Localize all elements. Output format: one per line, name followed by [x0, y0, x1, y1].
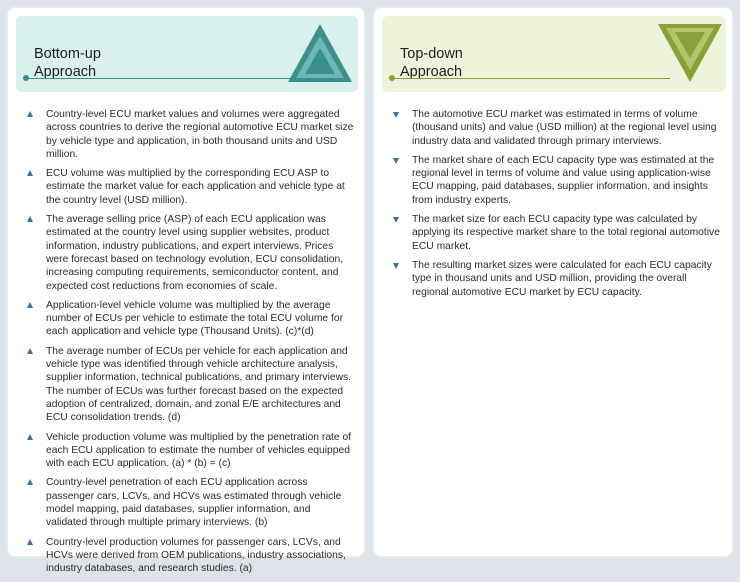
bottom-up-item-text: Country-level production volumes for passenger cars, LCVs, and HCVs were derived from OEM publications, industry associations, industry databases, and research studies. (a): [46, 536, 346, 575]
bottom-up-title-line1: Bottom-up: [34, 46, 101, 62]
bottom-up-item: [22, 299, 354, 339]
bottom-up-title-line2: Approach: [34, 64, 97, 80]
bottom-up-divider: [26, 78, 296, 79]
top-down-item: [388, 213, 722, 253]
bottom-up-item: [22, 108, 354, 161]
triangle-up-bullet-icon: [27, 170, 33, 176]
bottom-up-item-text: The average selling price (ASP) of each ECU application was estimated at the country level using supplier websites, product information, industry publications, and expert interviews. Prices were forecast based on technology evolution, ECU consolidation, increasing computing requirements, semiconductor content, and expected cost reductions from economies of scale.: [46, 214, 344, 292]
bottom-up-item: [22, 536, 354, 576]
top-down-item: [388, 154, 722, 207]
bottom-up-item: [22, 345, 354, 425]
bottom-up-list: [22, 108, 354, 582]
triangle-up-bullet-icon: [27, 479, 33, 485]
bottom-up-title: [34, 45, 101, 81]
divider-dot: [23, 75, 29, 81]
top-down-item-text: The market share of each ECU capacity type was estimated at the regional level in terms of volume and value using application-wise ECU mapping, paid databases, supplier information, and insights from industry experts.: [412, 154, 715, 206]
top-down-panel: [372, 6, 734, 558]
top-down-item: [388, 259, 722, 299]
triangle-down-icon: [656, 20, 724, 84]
top-down-item: [388, 108, 722, 148]
top-down-title: [400, 45, 463, 81]
bottom-up-item: [22, 213, 354, 293]
top-down-title-line1: Top-down: [400, 46, 463, 62]
top-down-header: [382, 16, 726, 92]
triangle-up-bullet-icon: [27, 434, 33, 440]
top-down-list: [388, 108, 722, 305]
triangle-down-bullet-icon: [393, 112, 399, 118]
triangle-up-bullet-icon: [27, 302, 33, 308]
bottom-up-item-text: Vehicle production volume was multiplied by the penetration rate of each ECU application to estimate the number of vehicles equipped with each ECU application. (a) * (b) = (c): [46, 431, 352, 470]
bottom-up-item: [22, 431, 354, 471]
triangle-up-bullet-icon: [27, 539, 33, 545]
triangle-up-bullet-icon: [27, 348, 33, 354]
triangle-up-bullet-icon: [27, 111, 33, 117]
divider-dot: [389, 75, 395, 81]
triangle-down-bullet-icon: [393, 217, 399, 223]
bottom-up-item-text: Application-level vehicle volume was multiplied by the average number of ECUs per vehicle to estimate the total ECU volume for each application and vehicle type (Thousand Units). (c)*(d): [46, 299, 344, 338]
bottom-up-panel: [6, 6, 366, 575]
bottom-up-item-text: Country-level penetration of each ECU application across passenger cars, LCVs, and HCVs was estimated through vehicle model mapping, paid databases, supplier information, and validated through multiple primary interviews. (b): [46, 477, 342, 529]
bottom-up-header: [16, 16, 358, 92]
top-down-divider: [392, 78, 670, 79]
top-down-item-text: The automotive ECU market was estimated in terms of volume (thousand units) and value (USD million) at the regional level using industry data and validated through primary interviews.: [412, 109, 717, 147]
triangle-down-bullet-icon: [393, 263, 399, 269]
top-down-item-text: The resulting market sizes were calculated for each ECU capacity type in thousand units and USD million, providing the overall regional automotive ECU market by ECU capacity.: [412, 259, 712, 298]
bottom-up-item-text: ECU volume was multiplied by the corresponding ECU ASP to estimate the market value for each application and vehicle type at the country level (USD million).: [46, 168, 345, 206]
top-down-item-text: The market size for each ECU capacity type was calculated by applying its respective market share to the total regional automotive ECU market.: [412, 214, 720, 252]
triangle-up-icon: [286, 20, 354, 84]
bottom-up-item: [22, 167, 354, 207]
triangle-up-bullet-icon: [27, 216, 33, 222]
bottom-up-item: [22, 476, 354, 529]
bottom-up-item-text: The average number of ECUs per vehicle for each application and vehicle type was identified through vehicle architecture analysis, supplier information, technical publications, and primary interviews. The number of ECUs was further forecast based on the expected adoption of centralized, domain, and zonal E/E architectures and ECU consolidation trends. (d): [46, 345, 352, 424]
top-down-title-line2: Approach: [400, 64, 463, 80]
bottom-up-item-text: Country-level ECU market values and volumes were aggregated across countries to derive the regional automotive ECU market size by vehicle type and application, in both thousand units and USD million.: [46, 109, 354, 160]
triangle-down-bullet-icon: [393, 158, 399, 164]
